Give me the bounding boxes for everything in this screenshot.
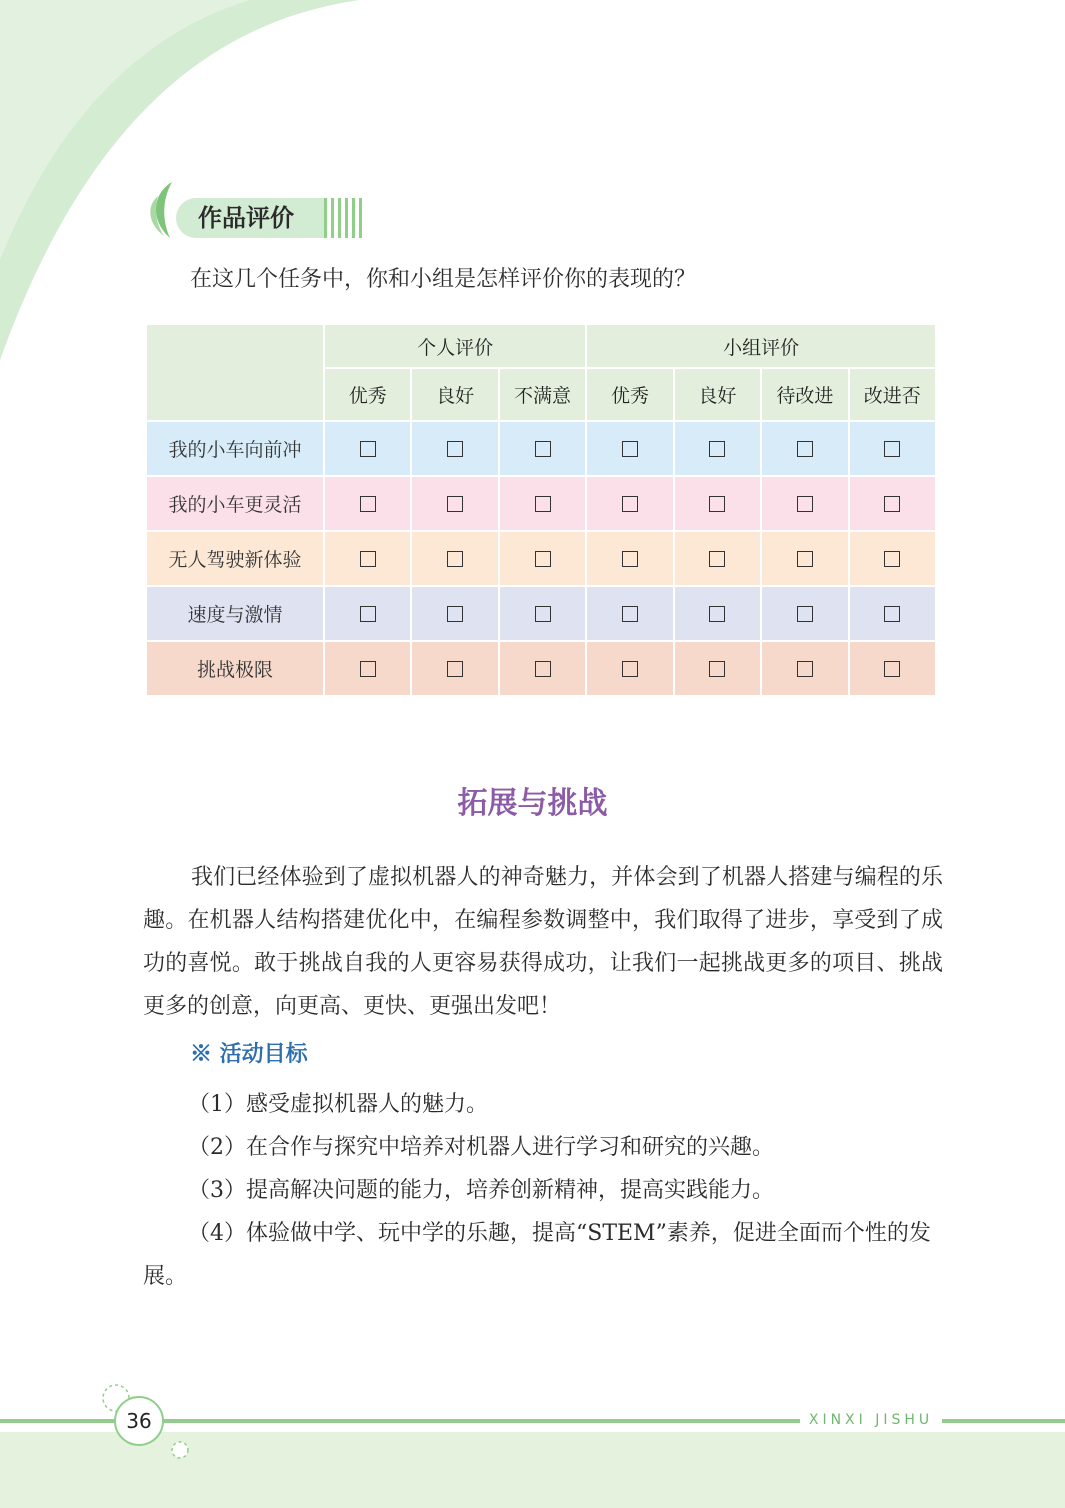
page-number: 36 <box>114 1396 164 1446</box>
checkbox[interactable] <box>797 551 813 567</box>
checkbox[interactable] <box>360 661 376 677</box>
group-header-group: 小组评价 <box>587 325 935 367</box>
checkbox[interactable] <box>709 661 725 677</box>
checkbox[interactable] <box>884 441 900 457</box>
checkbox[interactable] <box>535 606 551 622</box>
challenge-paragraph <box>143 856 943 1028</box>
checkbox[interactable] <box>447 661 463 677</box>
footer-brand: XINXI JISHU <box>808 1412 934 1428</box>
checkbox[interactable] <box>447 441 463 457</box>
table-row <box>147 422 935 475</box>
stripes-decoration <box>324 198 364 238</box>
table-row <box>147 642 935 695</box>
checkbox[interactable] <box>622 496 638 512</box>
column-header: 不满意 <box>500 369 585 420</box>
checkbox[interactable] <box>360 496 376 512</box>
checkbox[interactable] <box>622 606 638 622</box>
goal-item: （1）感受虚拟机器人的魅力。 <box>188 1092 488 1117</box>
checkbox[interactable] <box>622 551 638 567</box>
checkbox[interactable] <box>535 496 551 512</box>
column-header: 优秀 <box>587 369 672 420</box>
checkbox[interactable] <box>884 551 900 567</box>
checkbox[interactable] <box>360 606 376 622</box>
checkbox[interactable] <box>797 661 813 677</box>
column-header: 待改进 <box>762 369 847 420</box>
checkbox[interactable] <box>884 606 900 622</box>
checkbox[interactable] <box>447 496 463 512</box>
checkbox[interactable] <box>622 661 638 677</box>
checkbox[interactable] <box>884 496 900 512</box>
row-label: 速度与激情 <box>147 587 323 640</box>
table-corner-cell <box>147 325 323 420</box>
checkbox[interactable] <box>797 496 813 512</box>
column-header: 良好 <box>412 369 497 420</box>
paragraph-text: 我们已经体验到了虚拟机器人的神奇魅力，并体会到了机器人搭建与编程的乐趣。在机器人结构搭建优化中，在编程参数调整中，我们取得了进步，享受到了成功的喜悦。敢于挑战自我的人更容易获得成功，让我们一起挑战更多的项目、挑战更多的创意，向更高、更快、更强出发吧！ <box>143 865 943 1019</box>
row-label: 无人驾驶新体验 <box>147 532 323 585</box>
checkbox[interactable] <box>535 661 551 677</box>
checkbox[interactable] <box>622 441 638 457</box>
row-label: 我的小车向前冲 <box>147 422 323 475</box>
column-header: 优秀 <box>325 369 410 420</box>
evaluation-table <box>145 323 937 697</box>
checkbox[interactable] <box>360 551 376 567</box>
column-header: 改进否 <box>850 369 935 420</box>
goal-item: （4）体验做中学、玩中学的乐趣，提高“STEM”素养，促进全面而个性的发展。 <box>143 1221 931 1289</box>
checkbox[interactable] <box>447 551 463 567</box>
checkbox[interactable] <box>797 606 813 622</box>
evaluation-question: 在这几个任务中，你和小组是怎样评价你的表现的？ <box>190 267 697 292</box>
section-title: 作品评价 <box>176 198 326 238</box>
goal-heading: ※ 活动目标 <box>190 1041 308 1067</box>
checkbox[interactable] <box>709 496 725 512</box>
table-row <box>147 477 935 530</box>
row-label: 挑战极限 <box>147 642 323 695</box>
table-row <box>147 587 935 640</box>
checkbox[interactable] <box>447 606 463 622</box>
goal-list <box>143 1083 943 1298</box>
challenge-title: 拓展与挑战 <box>457 786 608 821</box>
section-badge <box>140 180 370 240</box>
group-header-personal: 个人评价 <box>325 325 585 367</box>
checkbox[interactable] <box>360 441 376 457</box>
table-row <box>147 532 935 585</box>
column-header: 良好 <box>675 369 760 420</box>
checkbox[interactable] <box>709 606 725 622</box>
goal-item: （3）提高解决问题的能力，培养创新精神，提高实践能力。 <box>188 1178 774 1203</box>
checkbox[interactable] <box>884 661 900 677</box>
checkbox[interactable] <box>709 441 725 457</box>
goal-item: （2）在合作与探究中培养对机器人进行学习和研究的兴趣。 <box>188 1135 774 1160</box>
footer-rule <box>942 1419 1065 1423</box>
checkbox[interactable] <box>535 441 551 457</box>
checkbox[interactable] <box>797 441 813 457</box>
checkbox[interactable] <box>535 551 551 567</box>
row-label: 我的小车更灵活 <box>147 477 323 530</box>
checkbox[interactable] <box>709 551 725 567</box>
